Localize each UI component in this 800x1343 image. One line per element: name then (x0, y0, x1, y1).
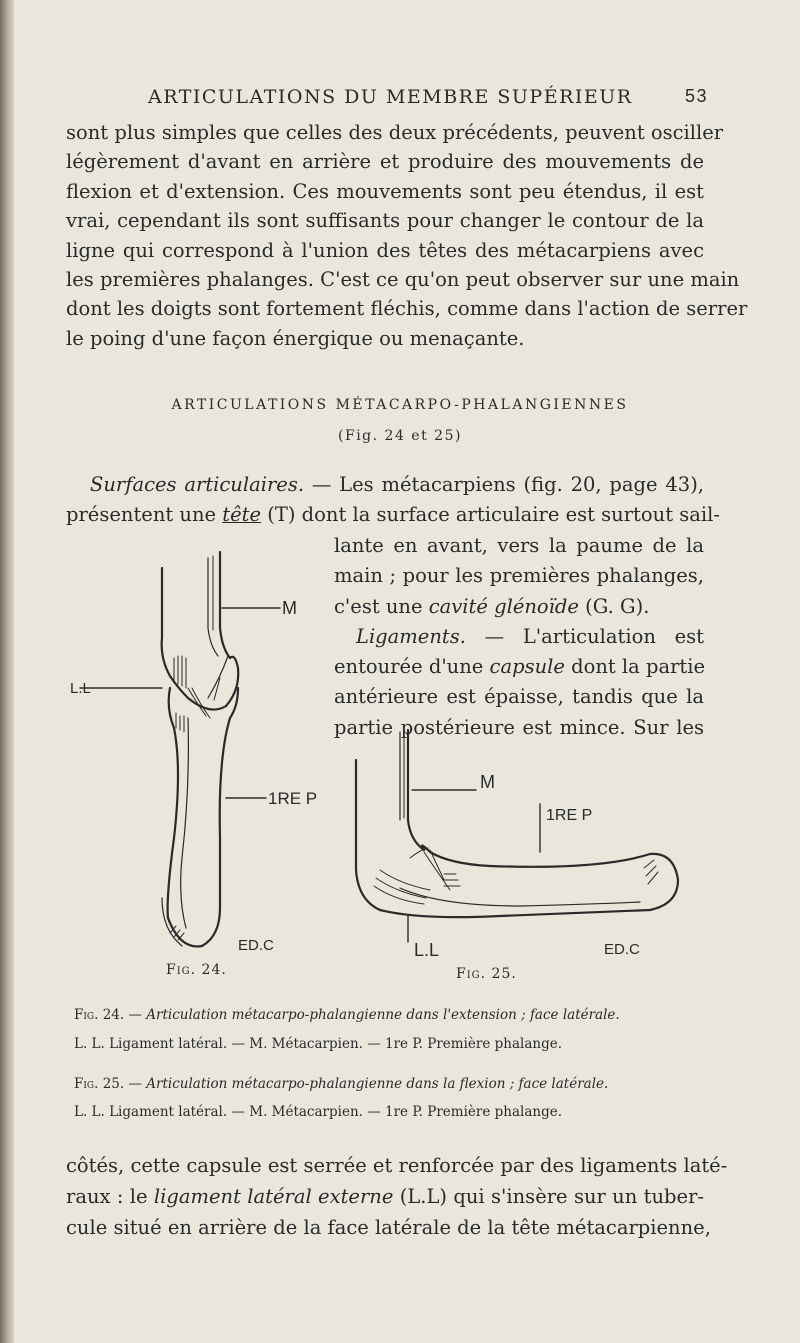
figure-25-illustration (340, 720, 690, 960)
fig25-legend: L. L. Ligament latéral. — M. Métacarpien. — 1re P. Première phalange. (74, 1104, 563, 1120)
fig25-caption-title: Articulation métacarpo-phalangienne dans la flexion ; face latérale. (146, 1076, 609, 1092)
text-line: flexion et d'extension. Ces mouvements sont peu étendus, il est (66, 179, 704, 203)
text-span: raux : le (66, 1185, 154, 1208)
fig24-legend: L. L. Ligament latéral. — M. Métacarpien. — 1re P. Première phalange. (74, 1036, 563, 1052)
text-line: côtés, cette capsule est serrée et renforcée par des ligaments laté- (66, 1154, 728, 1177)
fig24-caption (74, 1005, 620, 1025)
section-subtitle: (Fig. 24 et 25) (338, 428, 462, 444)
fig24-label-1p: 1RE P (268, 789, 318, 808)
text-line (66, 500, 720, 530)
ligaments-heading: Ligaments. (356, 624, 466, 648)
term-capsule: capsule (489, 655, 565, 679)
text-line: lante en avant, vers la paume de la (334, 534, 704, 557)
text-line: dont les doigts sont fortement fléchis, comme dans l'action de serrer (66, 297, 748, 321)
text-line (334, 592, 704, 622)
text-span: — Les métacarpiens (fig. 20, page 43), (304, 473, 704, 496)
surfaces-heading: Surfaces articulaires. (90, 473, 305, 496)
text-line: légèrement d'avant en arrière et produire des mouvements de (66, 150, 704, 174)
fig25-caption (74, 1074, 608, 1094)
term-tete: tête (222, 503, 262, 527)
text-line: sont plus simples que celles des deux précédents, peuvent osciller (66, 121, 724, 144)
fig24-signature: ED.C (238, 937, 274, 954)
text-span: (L.L) qui s'insère sur un tuber- (393, 1185, 704, 1208)
figure-24-illustration (70, 538, 330, 958)
fig24-caption-title: Articulation métacarpo-phalangienne dans l'extension ; face latérale. (146, 1007, 620, 1023)
text-line (66, 1181, 704, 1212)
text-span: c'est une (334, 594, 429, 618)
fig25-caption-label: Fig. 25. (456, 966, 517, 982)
fig24-caption-label: Fig. 24. (166, 962, 227, 978)
fig25-label-ll: L.L (414, 940, 440, 960)
text-line: cule situé en arrière de la face latérale de la tête métacarpienne, (66, 1216, 711, 1239)
text-span: (T) dont la surface articulaire est surtout sail- (261, 503, 720, 527)
text-line: main ; pour les premières phalanges, (334, 564, 704, 588)
wrapped-text-column (334, 531, 704, 743)
fig25-caption-prefix: Fig. 25. — (74, 1076, 147, 1092)
text-span: dont la partie (564, 655, 706, 679)
fig24-caption-prefix: Fig. 24. — (74, 1007, 147, 1023)
text-line: les premières phalanges. C'est ce qu'on peut observer sur une main (66, 268, 740, 292)
text-span: entourée d'une (334, 655, 490, 679)
fig24-label-m: M (282, 598, 297, 618)
term-cavite-glenoide: cavité glénoïde (428, 594, 579, 618)
text-line: partie postérieure est mince. Sur les (334, 715, 704, 739)
term-ligament-lateral-externe: ligament latéral externe (153, 1185, 394, 1208)
closing-paragraph (66, 1150, 728, 1243)
text-line (334, 652, 704, 682)
intro-paragraph (66, 118, 748, 353)
text-line: antérieure est épaisse, tandis que la (334, 685, 704, 709)
running-header (148, 86, 708, 116)
text-span: présentent une (66, 503, 223, 527)
fig25-label-m: M (480, 772, 495, 792)
text-span: (G. G). (578, 594, 650, 618)
text-line (334, 622, 704, 652)
text-line: le poing d'une façon énergique ou menaçante. (66, 326, 525, 350)
fig25-signature: ED.C (604, 941, 640, 958)
running-title: ARTICULATIONS DU MEMBRE SUPÉRIEUR (148, 86, 633, 108)
text-line (66, 470, 704, 500)
text-line: vrai, cependant ils sont suffisants pour changer le contour de la (66, 209, 704, 233)
text-span: — L'articulation est (465, 624, 704, 648)
section-title: ARTICULATIONS MÉTACARPO-PHALANGIENNES (171, 397, 629, 413)
text-line: ligne qui correspond à l'union des têtes des métacarpiens avec (66, 238, 704, 262)
page-number: 53 (684, 86, 708, 106)
fig24-label-ll: L.L (70, 680, 91, 697)
surfaces-paragraph (66, 470, 720, 531)
fig25-label-1p: 1RE P (546, 807, 593, 824)
